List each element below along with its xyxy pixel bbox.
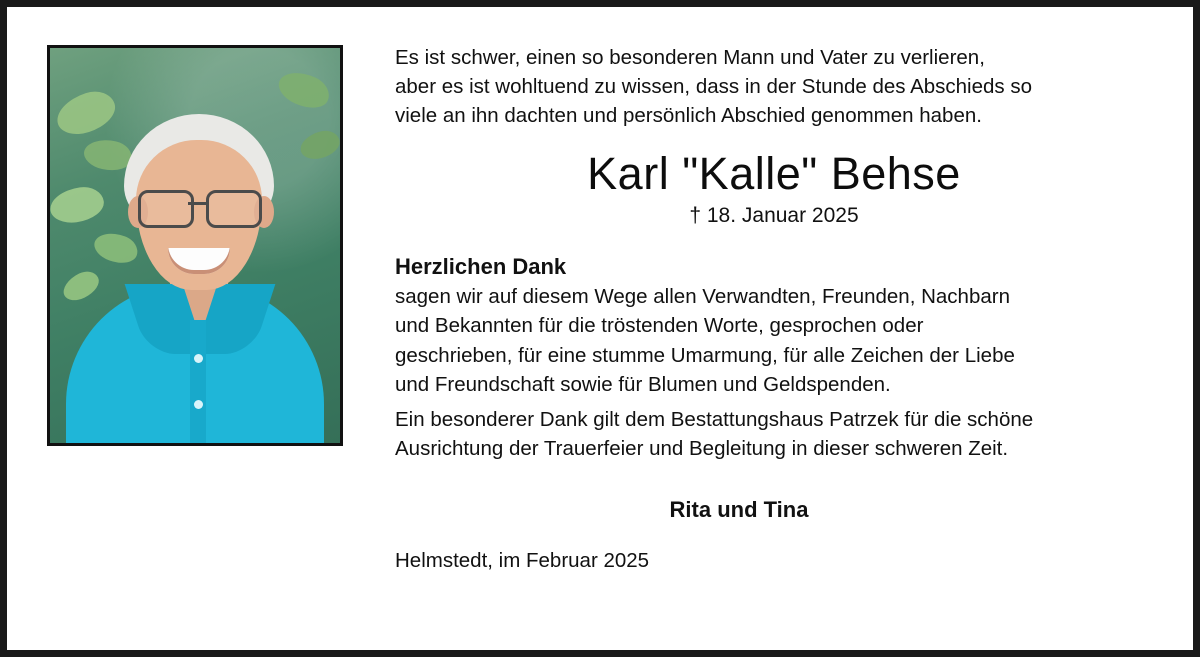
thanks-line: sagen wir auf diesem Wege allen Verwandten, Freunden, Nachbarn <box>395 285 1010 309</box>
foliage-icon <box>297 128 342 163</box>
intro-line: Es ist schwer, einen so besonderen Mann und Vater zu verlieren, <box>395 46 985 69</box>
shirt-button-shape <box>194 400 203 409</box>
foliage-icon <box>91 227 142 268</box>
thanks-line: und Freundschaft sowie für Blumen und Geldspenden. <box>395 372 891 396</box>
shirt-placket-shape <box>190 320 206 444</box>
text-column <box>357 31 1159 573</box>
glasses-icon <box>138 190 260 224</box>
portrait-column <box>47 31 357 446</box>
deceased-name: Karl "Kalle" Behse <box>587 148 961 200</box>
glasses-lens-right <box>206 190 262 228</box>
portrait-photo <box>50 48 340 443</box>
special-thanks-line: Ein besonderer Dank gilt dem Bestattungshaus Patrzek für die schöne <box>395 407 1034 431</box>
foliage-icon <box>274 65 335 115</box>
shirt-button-shape <box>194 354 203 363</box>
portrait-frame <box>47 45 343 446</box>
thanks-heading: Herzlichen Dank <box>395 254 567 280</box>
death-date: † 18. Januar 2025 <box>689 204 859 228</box>
thanks-line: geschrieben, für eine stumme Umarmung, für alle Zeichen der Liebe <box>395 343 1015 367</box>
foliage-icon <box>59 267 104 305</box>
intro-line: aber es ist wohltuend zu wissen, dass in der Stunde des Abschieds so <box>395 75 1033 99</box>
thanks-paragraph <box>395 282 1153 398</box>
foliage-icon <box>48 184 106 225</box>
foliage-icon <box>52 86 121 141</box>
signature: Rita und Tina <box>669 496 809 522</box>
glasses-lens-left <box>138 190 194 228</box>
glasses-bridge <box>188 202 206 205</box>
intro-paragraph <box>395 43 1153 130</box>
special-thanks-line: Ausrichtung der Trauerfeier und Begleitung in dieser schweren Zeit. <box>395 436 1009 460</box>
intro-line: viele an ihn dachten und persönlich Abschied genommen haben. <box>395 104 982 128</box>
special-thanks-paragraph <box>395 405 1153 463</box>
place-and-date: Helmstedt, im Februar 2025 <box>395 548 650 572</box>
thanks-line: und Bekannten für die tröstenden Worte, gesprochen oder <box>395 314 924 338</box>
